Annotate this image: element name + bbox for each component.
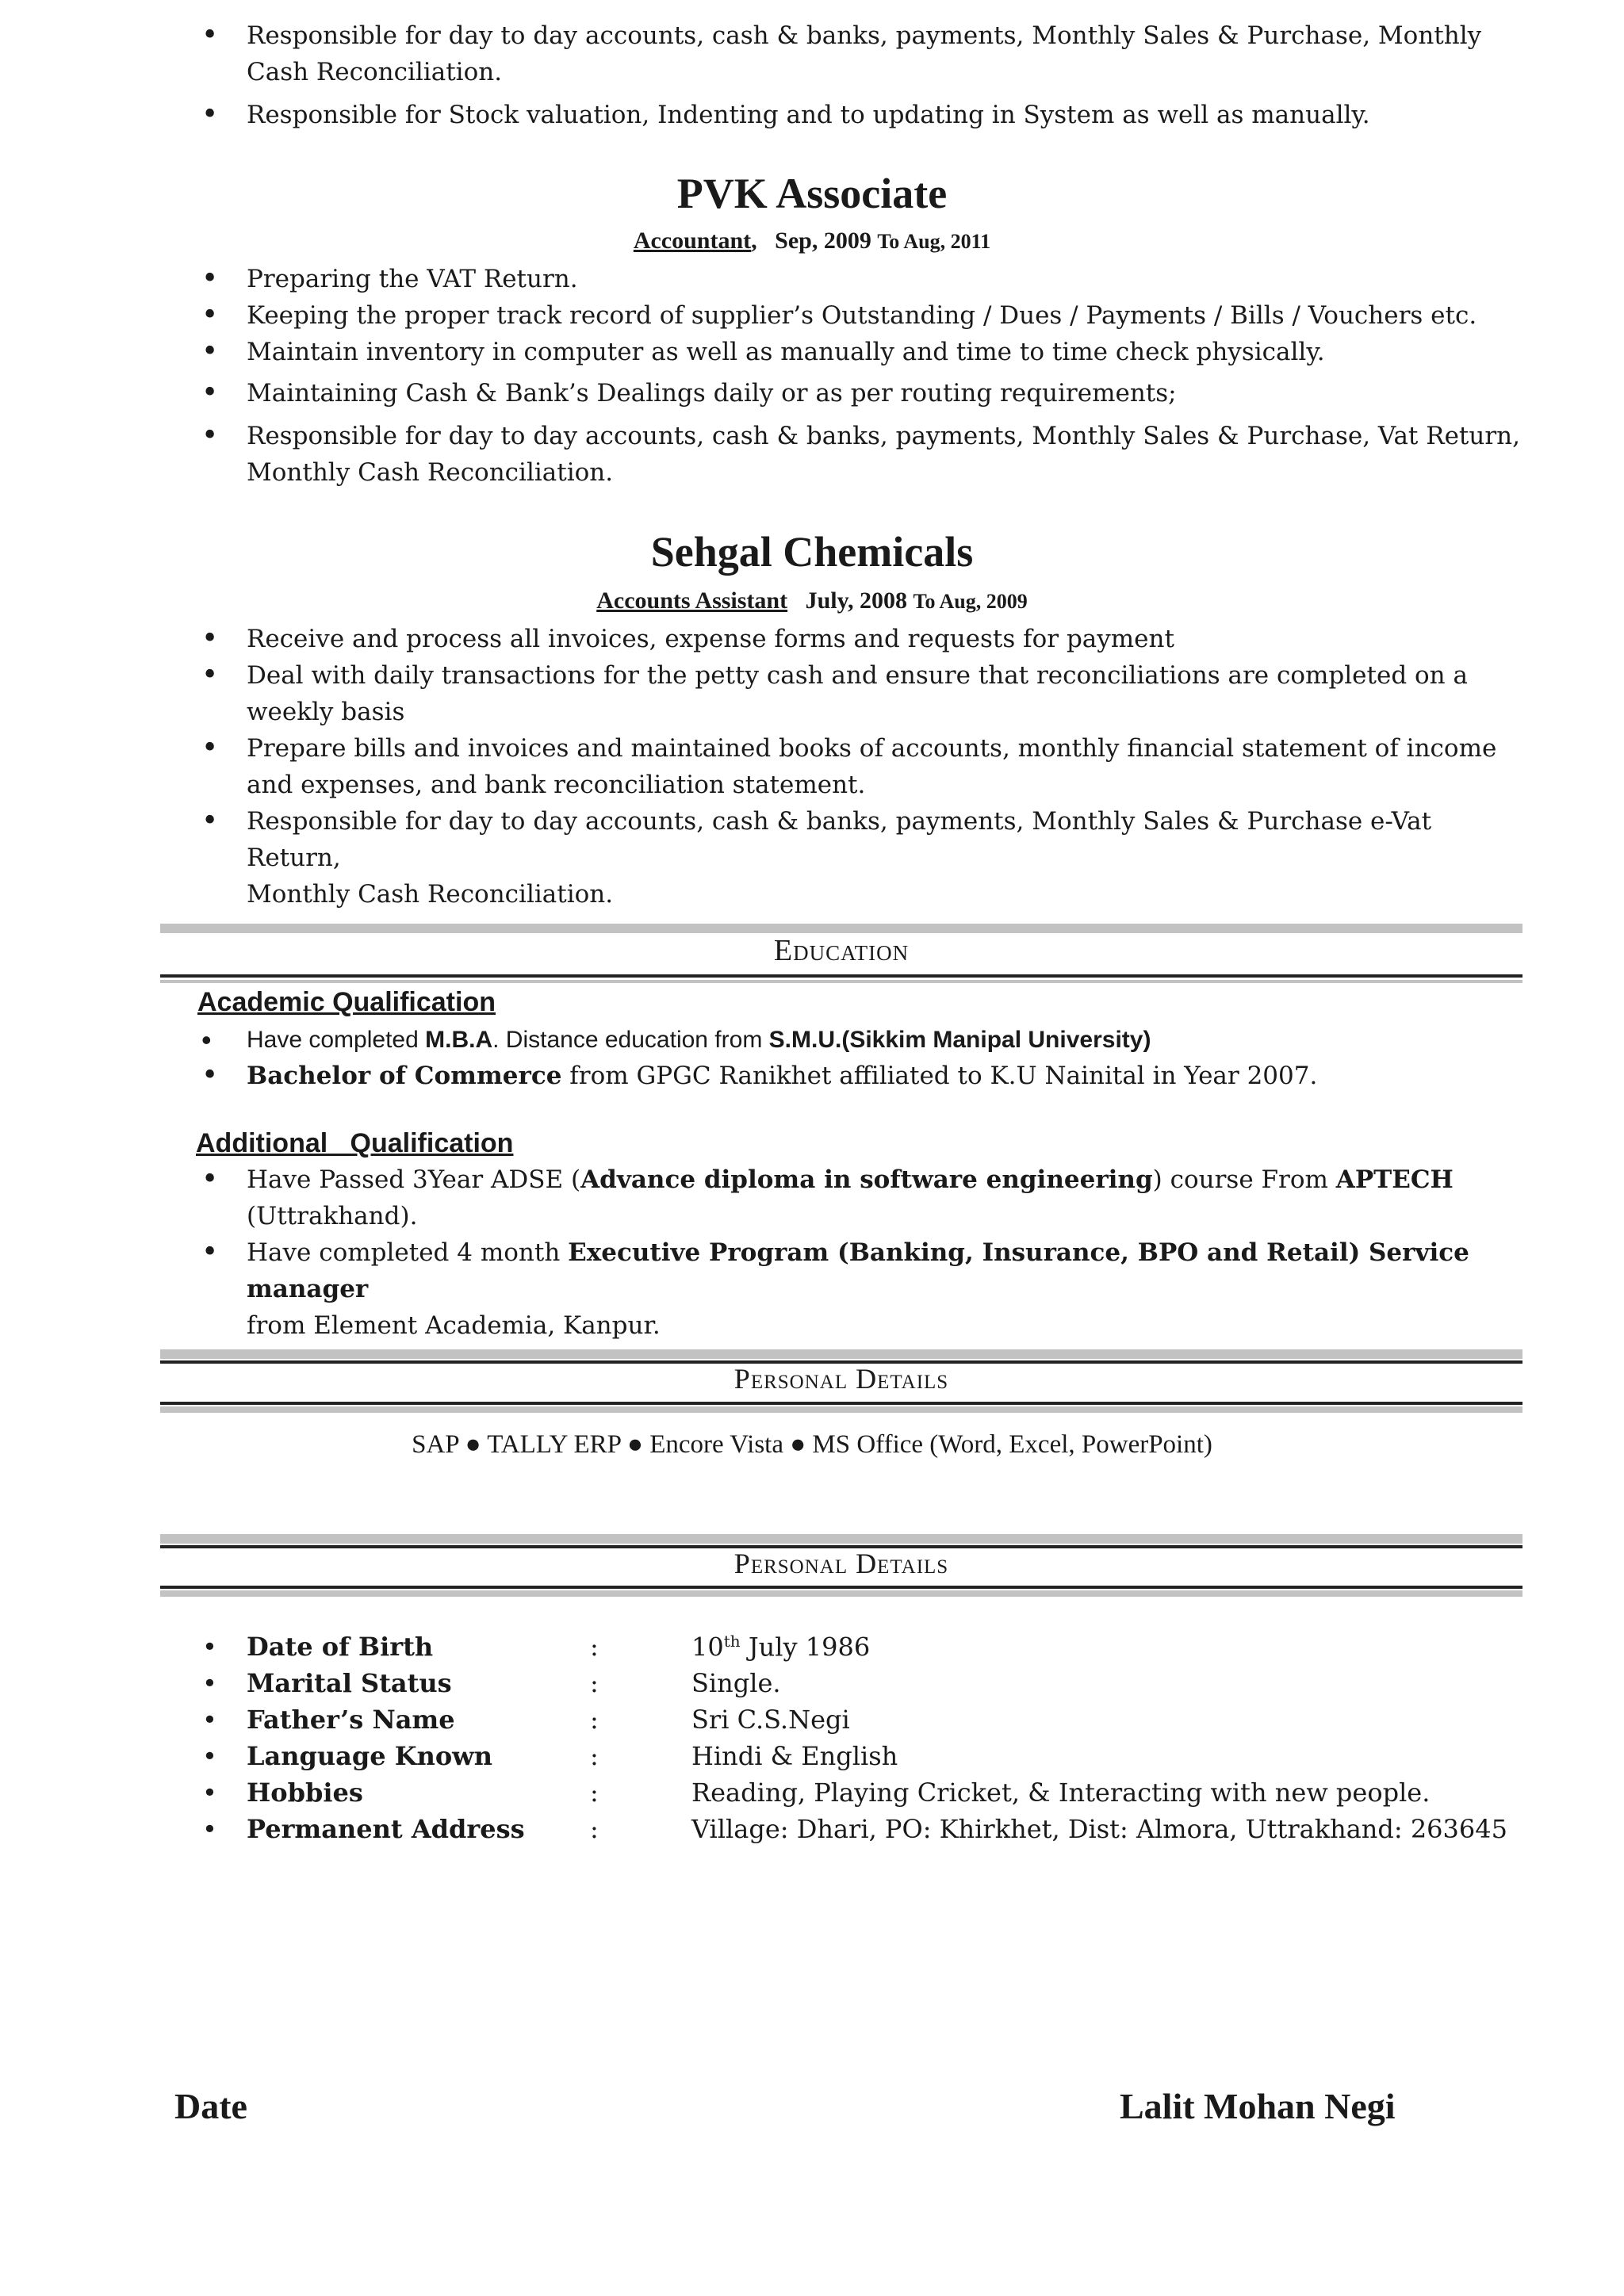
section-divider-thin	[160, 1586, 1522, 1589]
section-title-education: Education	[773, 934, 910, 967]
detail-label: Marital Status	[247, 1668, 452, 1698]
detail-label: Father’s Name	[247, 1705, 455, 1735]
detail-label: Permanent Address	[247, 1814, 525, 1844]
list-item: • Prepare bills and invoices and maintained books of accounts, monthly financial statement of income and expenses, and bank reconciliation statement.	[247, 730, 1531, 803]
list-item: • Deal with daily transactions for the petty cash and ensure that reconciliations are completed on a weekly basis	[247, 657, 1531, 730]
detail-value: Hindi & English	[691, 1741, 898, 1771]
detail-value: Village: Dhari, PO: Khirkhet, Dist: Almora, Uttrakhand: 263645	[691, 1814, 1507, 1844]
list-item: • Maintain inventory in computer as well as manually and time to time check physically.	[247, 334, 1531, 370]
date-range-start: Sep, 2009	[775, 228, 871, 254]
section-divider-thin	[160, 1590, 1522, 1597]
section-divider-thick	[160, 924, 1522, 933]
list-item: • Have Passed 3Year ADSE (Advance diploma in software engineering) course From APTECH (Uttrakhand).	[247, 1161, 1531, 1234]
date-range-end: To Aug, 2009	[913, 590, 1028, 613]
subheading-academic: Academic Qualification	[197, 987, 496, 1017]
list-item: • Responsible for day to day accounts, cash & banks, payments, Monthly Sales & Purchase e-Vat Return, Monthly Cash Reconciliation.	[247, 803, 1531, 913]
detail-label: Language Known	[247, 1741, 492, 1771]
section-title-personal: Personal Details	[733, 1548, 949, 1579]
list-item: • Responsible for Stock valuation, Indenting and to updating in System as well as manually.	[247, 97, 1531, 133]
section-title-skills: Personal Details	[733, 1363, 949, 1395]
detail-row-marital: • Marital Status : Single.	[202, 1668, 781, 1698]
detail-value: Reading, Playing Cricket, & Interacting with new people.	[691, 1777, 1431, 1808]
skills-line: SAP ● TALLY ERP ● Encore Vista ● MS Office (Word, Excel, PowerPoint)	[412, 1430, 1212, 1459]
detail-row-address: • Permanent Address : Village: Dhari, PO: Khirkhet, Dist: Almora, Uttrakhand: 263645	[202, 1814, 1507, 1844]
detail-row-dob: • Date of Birth : 10th July 1986	[202, 1632, 871, 1663]
date-range-start: July, 2008	[805, 587, 907, 614]
detail-label: Date of Birth	[247, 1632, 434, 1662]
list-item: • Bachelor of Commerce from GPGC Ranikhet affiliated to K.U Nainital in Year 2007.	[247, 1058, 1531, 1094]
section-divider-thick	[160, 1349, 1522, 1359]
section-divider-thin	[160, 974, 1522, 978]
detail-row-father: • Father’s Name : Sri C.S.Negi	[202, 1705, 850, 1735]
detail-row-language: • Language Known : Hindi & English	[202, 1741, 898, 1771]
detail-value: 10th July 1986	[691, 1632, 871, 1663]
detail-row-hobbies: • Hobbies : Reading, Playing Cricket, & Interacting with new people.	[202, 1777, 1431, 1808]
detail-label: Hobbies	[247, 1777, 363, 1808]
role-title: Accountant	[633, 228, 752, 254]
list-item: • Have completed 4 month Executive Program (Banking, Insurance, BPO and Retail) Service manager from Element Academia, Kanpur.	[247, 1234, 1531, 1344]
section-divider-thin	[160, 1406, 1522, 1413]
list-item: • Responsible for day to day accounts, cash & banks, payments, Monthly Sales & Purchase, Monthly Cash Reconciliation.	[247, 17, 1531, 97]
date-range-end: To Aug, 2011	[877, 230, 991, 253]
section-divider-thick	[160, 1534, 1522, 1544]
list-item: • Receive and process all invoices, expense forms and requests for payment	[247, 621, 1531, 657]
role-line-pvk: Accountant, Sep, 2009 To Aug, 2011	[633, 228, 991, 254]
footer-date-label: Date	[174, 2086, 247, 2126]
list-item: • Keeping the proper track record of supplier’s Outstanding / Dues / Payments / Bills / Vouchers etc.	[247, 297, 1531, 334]
list-item: • Responsible for day to day accounts, cash & banks, payments, Monthly Sales & Purchase, Vat Return, Monthly Cash Reconciliation.	[247, 418, 1531, 491]
section-divider-thin	[160, 980, 1522, 983]
company-title-sehgal: Sehgal Chemicals	[650, 528, 974, 576]
subheading-additional: Additional Qualification	[196, 1128, 514, 1158]
pvk-responsibilities-list	[247, 261, 1531, 491]
role-line-sehgal	[0, 587, 1624, 614]
company-title-pvk: PVK Associate	[676, 170, 948, 217]
academic-list	[247, 1023, 1531, 1094]
footer-signature-name: Lalit Mohan Negi	[1120, 2086, 1396, 2126]
role-title: Accounts Assistant	[596, 587, 788, 614]
top-responsibilities-list	[247, 17, 1531, 133]
list-item: • Have completed M.B.A. Distance education from S.M.U.(Sikkim Manipal University)	[247, 1023, 1531, 1058]
list-item: • Maintaining Cash & Bank’s Dealings daily or as per routing requirements;	[247, 375, 1531, 411]
sehgal-responsibilities-list	[247, 621, 1531, 913]
additional-list	[247, 1161, 1531, 1344]
list-item: • Preparing the VAT Return.	[247, 261, 1531, 297]
detail-value: Sri C.S.Negi	[691, 1705, 850, 1735]
section-divider-thin	[160, 1402, 1522, 1405]
detail-value: Single.	[691, 1668, 781, 1698]
